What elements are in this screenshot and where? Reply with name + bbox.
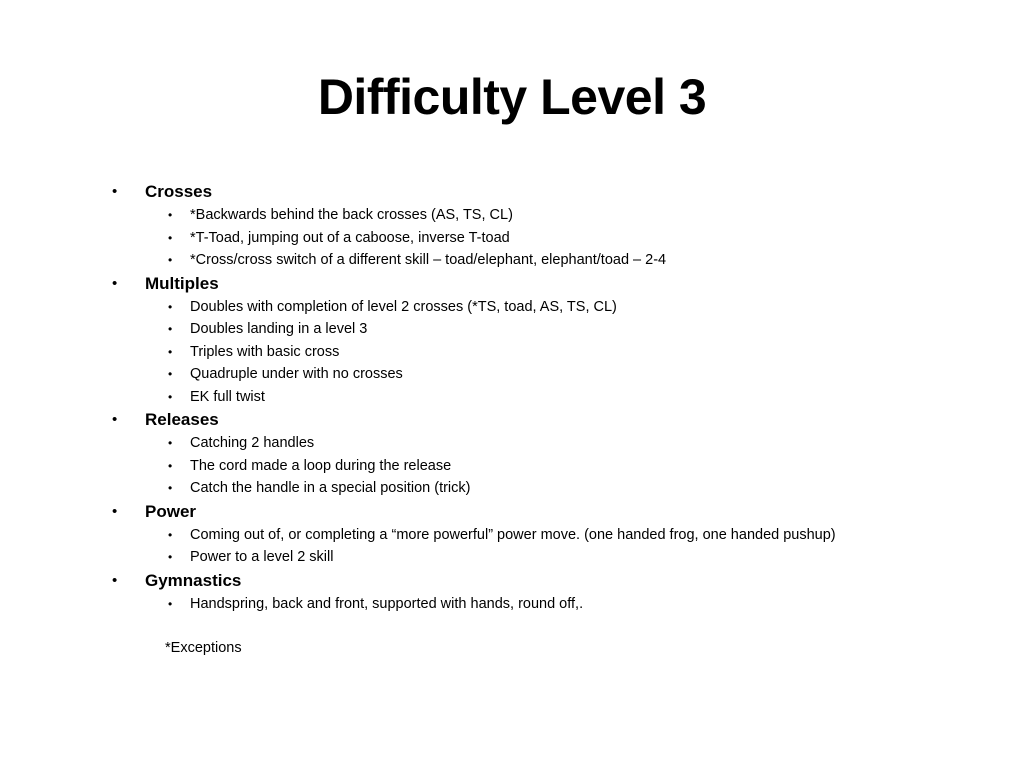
list-item-text: EK full twist <box>190 388 265 405</box>
list-item-text: Triples with basic cross <box>190 343 340 360</box>
list-item <box>112 477 992 500</box>
section-0 <box>112 180 992 272</box>
list-item-text: Doubles landing in a level 3 <box>190 321 368 337</box>
section-3 <box>112 500 992 569</box>
list-item <box>112 363 992 386</box>
bullet-icon: • <box>168 458 173 473</box>
list-item <box>112 386 992 409</box>
bullet-icon: • <box>168 367 173 381</box>
section-heading-text: Power <box>145 501 197 521</box>
bullet-icon: • <box>168 596 173 611</box>
slide-title: Difficulty Level 3 <box>317 69 707 125</box>
list-item <box>112 318 992 341</box>
bullet-icon: • <box>168 322 173 336</box>
section-4 <box>112 569 992 616</box>
list-item-text: *Backwards behind the back crosses (AS, TS, CL) <box>190 207 513 223</box>
section-heading <box>112 272 992 296</box>
bullet-icon: • <box>168 253 173 267</box>
bullet-icon: • <box>112 411 118 428</box>
list-item-text: Power to a level 2 skill <box>190 549 334 565</box>
bullet-icon: • <box>112 571 118 589</box>
list-item <box>112 341 992 364</box>
bullet-list <box>112 180 992 659</box>
exceptions-note: *Exceptions <box>165 640 242 656</box>
section-heading-text: Crosses <box>145 182 213 201</box>
bullet-icon: • <box>168 208 173 222</box>
list-item <box>112 524 992 547</box>
section-heading <box>112 569 992 593</box>
list-item-text: Quadruple under with no crosses <box>190 366 403 382</box>
section-heading <box>112 180 992 204</box>
bullet-icon: • <box>168 299 173 314</box>
list-item-text: Catching 2 handles <box>190 435 315 451</box>
list-item <box>112 296 992 319</box>
list-item <box>112 455 992 478</box>
section-heading-text: Multiples <box>145 273 219 293</box>
section-2 <box>112 408 992 500</box>
list-item <box>112 249 992 272</box>
bullet-icon: • <box>168 436 173 450</box>
list-item-text: Handspring, back and front, supported with hands, round off,. <box>190 595 584 612</box>
section-heading <box>112 500 992 524</box>
list-item-text: *Cross/cross switch of a different skill – toad/elephant, elephant/toad – 2-4 <box>190 252 667 268</box>
list-item-text: Catch the handle in a special position (trick) <box>190 480 471 496</box>
section-heading <box>112 408 992 432</box>
list-item <box>112 227 992 250</box>
bullet-icon: • <box>168 550 173 564</box>
bullet-icon: • <box>112 183 118 200</box>
list-item-text: *T-Toad, jumping out of a caboose, inverse T-toad <box>190 229 510 246</box>
bullet-icon: • <box>168 344 173 359</box>
list-item-text: The cord made a loop during the release <box>190 457 452 474</box>
list-item-text: Coming out of, or completing a “more powerful” power move. (one handed frog, one handed pushup) <box>190 526 836 543</box>
list-item <box>112 204 992 227</box>
list-item-text: Doubles with completion of level 2 crosses (*TS, toad, AS, TS, CL) <box>190 298 617 315</box>
section-heading-text: Gymnastics <box>145 570 242 590</box>
list-item <box>112 593 992 616</box>
section-heading-text: Releases <box>145 410 219 429</box>
bullet-icon: • <box>168 389 173 404</box>
bullet-icon: • <box>112 274 118 292</box>
bullet-icon: • <box>112 502 118 520</box>
bullet-icon: • <box>168 527 173 542</box>
list-item <box>112 546 992 569</box>
bullet-icon: • <box>168 481 173 495</box>
section-1 <box>112 272 992 409</box>
bullet-icon: • <box>168 230 173 245</box>
list-item <box>112 432 992 455</box>
